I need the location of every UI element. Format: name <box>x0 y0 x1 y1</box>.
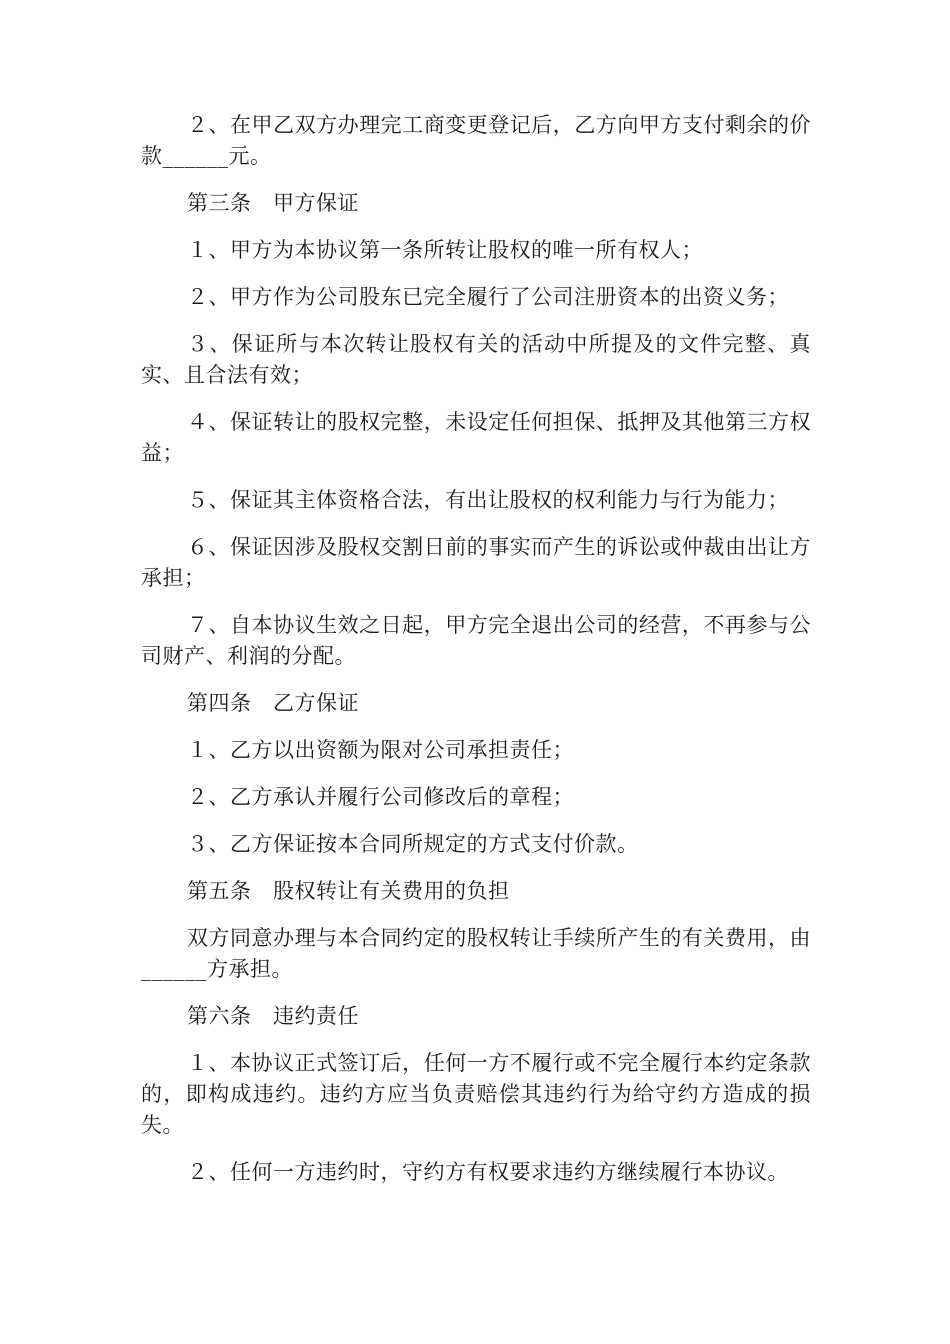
article-4-item-1: １、乙方以出资额为限对公司承担责任； <box>187 738 574 762</box>
article-3-item-6: ６、保证因涉及股权交割日前的事实而产生的诉讼或仲裁由出让方承担； <box>141 535 811 590</box>
article-3-heading: 第三条 甲方保证 <box>187 191 359 215</box>
article-3-item-4: ４、保证转让的股权完整，未设定任何担保、抵押及其他第三方权益； <box>141 410 811 465</box>
article-3-item-5: ５、保证其主体资格合法，有出让股权的权利能力与行为能力； <box>187 488 789 512</box>
article-6-heading: 第六条 违约责任 <box>187 1004 359 1028</box>
clause-2-payment: ２、在甲乙双方办理完工商变更登记后，乙方向甲方支付剩余的价款______元。 <box>141 113 811 168</box>
article-3-item-3: ３、保证所与本次转让股权有关的活动中所提及的文件完整、真实、且合法有效； <box>141 332 811 387</box>
article-4-heading: 第四条 乙方保证 <box>187 691 359 715</box>
article-3-item-2: ２、甲方作为公司股东已完全履行了公司注册资本的出资义务； <box>187 285 789 309</box>
article-6-item-1: １、本协议正式签订后，任何一方不履行或不完全履行本约定条款的，即构成违约。违约方应当负责赔偿其违约行为给守约方造成的损失。 <box>141 1051 811 1137</box>
article-5-body: 双方同意办理与本合同约定的股权转让手续所产生的有关费用，由______方承担。 <box>141 926 811 981</box>
article-4-item-3: ３、乙方保证按本合同所规定的方式支付价款。 <box>187 832 639 856</box>
article-3-item-7: ７、自本协议生效之日起，甲方完全退出公司的经营，不再参与公司财产、利润的分配。 <box>141 613 811 668</box>
article-6-item-2: ２、任何一方违约时，守约方有权要求违约方继续履行本协议。 <box>187 1160 789 1184</box>
article-3-item-1: １、甲方为本协议第一条所转让股权的唯一所有权人； <box>187 238 703 262</box>
article-4-item-2: ２、乙方承认并履行公司修改后的章程； <box>187 785 574 809</box>
document-body <box>141 110 811 1204</box>
article-5-heading: 第五条 股权转让有关费用的负担 <box>187 879 510 903</box>
